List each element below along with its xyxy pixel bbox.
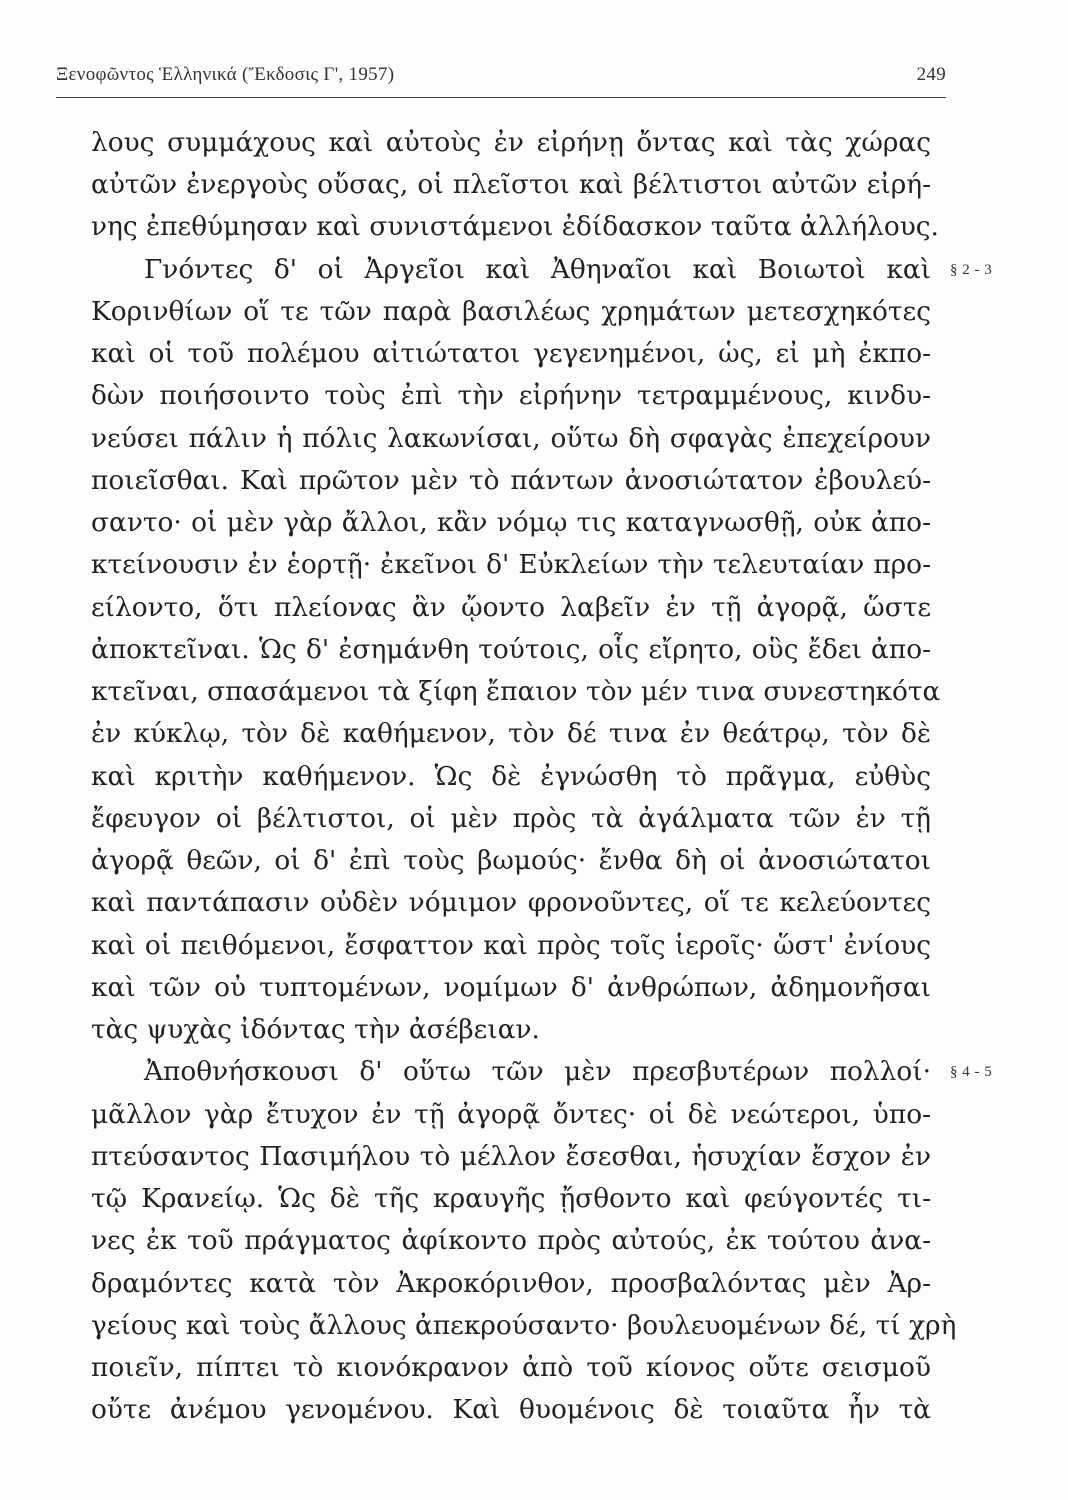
section-marker: § 4 - 5 xyxy=(950,1064,993,1080)
text-line: νες ἐκ τοῦ πράγματος ἀφίκοντο πρὸς αὐτούς, ἐκ τούτου ἀνα- xyxy=(91,1225,931,1256)
text-line: δὼν ποιήσοιντο τοὺς ἐπὶ τὴν εἰρήνην τετραμμένους, κινδυ- xyxy=(91,380,931,411)
text-line: καὶ οἱ τοῦ πολέμου αἰτιώτατοι γεγενημένοι, ὡς, εἰ μὴ ἐκπο- xyxy=(91,338,931,369)
text-line: οὔτε ἀνέμου γενομένου. Καὶ θυομένοις δὲ τοιαῦτα ἦν τὰ xyxy=(91,1394,931,1425)
text-line: καὶ οἱ πειθόμενοι, ἔσφαττον καὶ πρὸς τοῖς ἱεροῖς· ὥστ' ἐνίους xyxy=(91,930,931,961)
running-head-title: Ξενοφῶντος Ἑλληνικά (Ἔκδοσις Γ', 1957) xyxy=(56,64,395,85)
text-line: νεύσει πάλιν ἡ πόλις λακωνίσαι, οὕτω δὴ σφαγὰς ἐπεχείρουν xyxy=(91,423,931,454)
text-line: δραμόντες κατὰ τὸν Ἀκροκόρινθον, προσβαλόντας μὲν Ἀρ- xyxy=(91,1268,931,1299)
text-line: ἔφευγον οἱ βέλτιστοι, οἱ μὲν πρὸς τὰ ἀγάλματα τῶν ἐν τῇ xyxy=(91,803,931,834)
text-line: ἀγορᾷ θεῶν, οἱ δ' ἐπὶ τοὺς βωμούς· ἔνθα δὴ οἱ ἀνοσιώτατοι xyxy=(91,845,931,876)
text-line: πτεύσαντος Πασιμήλου τὸ μέλλον ἔσεσθαι, ἡσυχίαν ἔσχον ἐν xyxy=(91,1141,931,1172)
text-line: νης ἐπεθύμησαν καὶ συνιστάμενοι ἐδίδασκον ταῦτα ἀλλήλους. xyxy=(91,211,939,242)
text-line: μᾶλλον γὰρ ἔτυχον ἐν τῇ ἀγορᾷ ὄντες· οἱ δὲ νεώτεροι, ὑπο- xyxy=(91,1099,931,1130)
header-rule xyxy=(56,97,946,98)
section-marker: § 2 - 3 xyxy=(950,262,993,278)
running-head xyxy=(56,64,946,88)
text-line: ἐν κύκλῳ, τὸν δὲ καθήμενον, τὸν δέ τινα ἐν θεάτρῳ, τὸν δὲ xyxy=(91,718,931,749)
text-line: ποιεῖν, πίπτει τὸ κιονόκρανον ἀπὸ τοῦ κίονος οὔτε σεισμοῦ xyxy=(91,1352,931,1383)
text-line: ἀποκτεῖναι. Ὡς δ' ἐσημάνθη τούτοις, οἷς εἴρητο, οὓς ἔδει ἀπο- xyxy=(91,634,931,665)
text-line: λους συμμάχους καὶ αὐτοὺς ἐν εἰρήνῃ ὄντας καὶ τὰς χώρας xyxy=(91,127,931,158)
text-line: είλοντο, ὅτι πλείονας ἂν ᾤοντο λαβεῖν ἐν τῇ ἀγορᾷ, ὥστε xyxy=(91,592,931,623)
text-line: αὐτῶν ἐνεργοὺς οὔσας, οἱ πλεῖστοι καὶ βέλτιστοι αὐτῶν εἰρή- xyxy=(91,169,931,200)
text-line: τὰς ψυχὰς ἰδόντας τὴν ἀσέβειαν. xyxy=(91,1014,540,1045)
text-line: σαντο· οἱ μὲν γὰρ ἄλλοι, κἂν νόμῳ τις καταγνωσθῇ, οὐκ ἀπο- xyxy=(91,507,931,538)
text-line: κτεῖναι, σπασάμενοι τὰ ξίφη ἔπαιον τὸν μέν τινα συνεστηκότα xyxy=(91,676,941,707)
page-number: 249 xyxy=(916,64,946,85)
text-line: γείους καὶ τοὺς ἄλλους ἀπεκρούσαντο· βουλευομένων δέ, τί χρὴ xyxy=(91,1310,957,1341)
text-line: κτείνουσιν ἐν ἑορτῇ· ἐκεῖνοι δ' Εὐκλείων τὴν τελευταίαν προ- xyxy=(91,549,931,580)
text-line: καὶ κριτὴν καθήμενον. Ὡς δὲ ἐγνώσθη τὸ πρᾶγμα, εὐθὺς xyxy=(91,761,931,792)
text-line: καὶ τῶν οὐ τυπτομένων, νομίμων δ' ἀνθρώπων, ἀδημονῆσαι xyxy=(91,972,931,1003)
text-line: τῷ Κρανείῳ. Ὡς δὲ τῆς κραυγῆς ᾔσθοντο καὶ φεύγοντές τι- xyxy=(91,1183,931,1214)
text-line: καὶ παντάπασιν οὐδὲν νόμιμον φρονοῦντες, οἵ τε κελεύοντες xyxy=(91,887,931,918)
text-line: Ἀποθνήσκουσι δ' οὕτω τῶν μὲν πρεσβυτέρων πολλοί· xyxy=(144,1056,931,1087)
text-line: Γνόντες δ' οἱ Ἀργεῖοι καὶ Ἀθηναῖοι καὶ Βοιωτοὶ καὶ xyxy=(144,254,931,285)
text-line: ποιεῖσθαι. Καὶ πρῶτον μὲν τὸ πάντων ἀνοσιώτατον ἐβουλεύ- xyxy=(91,465,931,496)
text-line: Κορινθίων οἵ τε τῶν παρὰ βασιλέως χρημάτων μετεσχηκότες xyxy=(91,296,931,327)
